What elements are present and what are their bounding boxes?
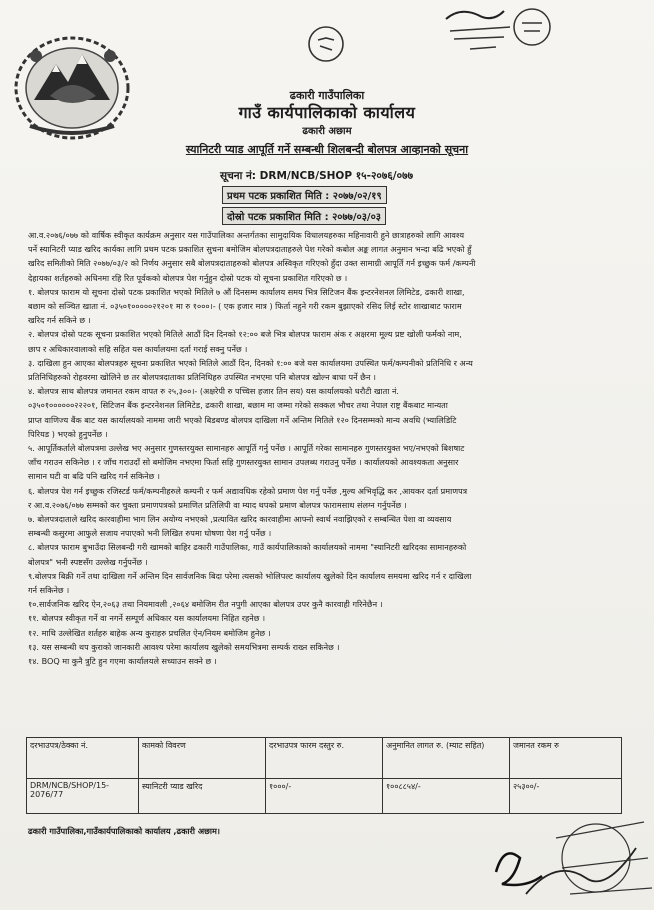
notice-subject: स्यानिटरी प्याड आपूर्ति गर्ने सम्बन्धी शिलबन्दी बोलपत्र आव्हानको सूचना [185,143,469,156]
body-line: खरिद समितीको मिति २०७७/०३/२ को निर्णय अनुसार सबै बोलपत्रदाताहरुको बोलपत्र अस्विकृत गरिएको हुँदा उक्त सामाग्री आपूर्ति गर्न इच्छुक फर्म /कम्पनी [28,258,476,269]
body-line: छाप र अधिकारवालाको सहि सहित यस कार्यालयमा दर्ता गराई सक्नु पर्नेछ । [28,343,248,354]
body-line: ८. बोलपत्र फाराम बुभाउँदा सिलबन्दी गरी खामको बाहिर ढकारी गाउँपालिका, गाउँ कार्यपालिकाको कार्यालयको नाममा "स्यानिटरी खरिदका सामानहरुको [28,542,467,553]
body-line: र आ.व.२०७६/०७७ सम्मको कर चुक्ता प्रमाणपत्रको प्रमाणित प्रतिलिपी वा म्याद थपको प्रमाण बोलपत्र फारामसाथ संलग्न गर्नुपर्नेछ । [28,499,407,510]
column-header: कामको विवरण [139,738,266,779]
table-cell: २५३००/- [510,779,622,814]
body-line: १. बोलपत्र फाराम यो सूचना दोस्रो पटक प्रकाशित भएको मितिले ७ औं दिनसम्म कार्यालय समय भित्र सिटिजन बैंक इन्टरनेशनल लिमिटेड, ढकारी शाखा, [28,286,465,297]
office-seal-icon [306,24,346,64]
tender-table [26,737,622,814]
body-line: ६. बोलपत्र पेश गर्न इच्छुक रजिस्टर्ड फर्म/कम्पनीहरुले कम्पनी र फर्म अद्यावधिक रहेको प्रमाण पेश गर्नु पर्नेछ ,मुल्य अभिवृद्धि कर ,आयकर दर्ता प्रमाणपत्र [28,485,468,496]
body-line: प्राप्त वाणिज्य बैंक बाट यस कार्यालयको नाममा जारी भएको बिडबण्ड बोलपत्र दाखिला गर्ने अन्तिम मितिले १२० दिनसम्मको मान्य अवधि (भ्यालिडिटि [28,414,457,425]
table-cell: १००८८५४/- [383,779,510,814]
body-line: १०.सार्वजनिक खरिद ऐन,२०६३ तथा नियमावली ,२०६४ बमोजिम रीत नपुगी आएका बोलपत्र उपर कुनै कारवाही गरिनेछैन । [28,599,383,610]
office-name: गाउँ कार्यपालिकाको कार्यालय [238,103,416,122]
column-header: दरभाउपत्र फारम दस्तुर रु. [266,738,383,779]
table-cell: DRM/NCB/SHOP/15-2076/77 [27,779,139,814]
body-line: बोलपत्र" भनी स्पष्टसँग उल्लेख गर्नुपर्नेछ । [28,556,148,567]
table-cell: १०००/- [266,779,383,814]
body-line: ०३५०१००००००२२२०१, सिटिजन बैंक इन्टरनेशनल लिमिटेड, ढकारी शाखा, बछाम मा जम्मा गरेको सक्कल भौचर तथा नेपाल राष्ट्र बैंकबाट मान्यता [28,400,448,411]
body-line: २. बोलपत्र दोस्रो पटक सूचना प्रकाशित भएको मितिले आठौं दिन दिनको १२:०० बजे भित्र बोलपत्र फाराम अंक र अक्षरमा मूल्य प्रष्ट खोली फर्मको नाम, [28,329,462,340]
body-line: ४. बोलपत्र साथ बोलपत्र जमानत रकम वापत रु २५,३००।- (अक्षरेपी रु पच्चिस हजार तिन सय) यस कार्यालयको धरौटी खाता नं. [28,386,400,397]
second-publication-date: दोस्रो पटक प्रकाशित मिति : २०७७/०३/०३ [222,207,386,225]
body-line: देहायका शर्तहरुको अधिनमा रहि रित पूर्वकको बोलपत्र पेश गर्नुहुन दोस्रो पटक यो सूचना प्रकाशित गरिएको छ । [28,272,348,283]
table-header-row [27,738,622,779]
body-line: जाँच गराउन सकिनेछ । र जाँच गराउदाँ सो बमोजिम नभएमा फिर्ता सहि गुणस्तरयुक्त सामान उपलब्ध गराउनु पर्नेछ । कार्यालयको आवश्यकता अनुसार [28,457,459,468]
body-line: खरिद गर्न सकिने छ । [28,315,91,326]
municipality-name: ढकारी गाउँपालिका [289,89,365,102]
body-line: सम्बन्धी कसुरमा आफुले सजाय नपाएको भनी लिखित रुपमा घोषणा पेश गर्नु पर्नेछ । [28,528,272,539]
body-line: ११. बोलपत्र स्वीकृत गर्ने वा नगर्ने सम्पूर्ण अधिकार यस कार्यालयमा निहित रहनेछ । [28,613,266,624]
table-row [27,779,622,814]
body-line: प्रतिनिधिहरुको रोहवरमा खोलिने छ तर बोलपत्रदाताका प्रतिनिधिहरु उपस्थित नभएमा पनि बोलपत्र खोल्न बाधा पर्ने छैन । [28,372,376,383]
notice-body [28,228,634,668]
notice-reference: सूचना नं: DRM/NCB/SHOP १५-२०७६/०७७ [220,170,414,182]
column-header: जमानत रकम रु [510,738,622,779]
body-line: सामान घटी वा बढि पनि खरिद गर्न सकिनेछ । [28,471,160,482]
column-header: अनुमानित लागत रु. (म्याट सहित) [383,738,510,779]
table-cell: स्यानिटरी प्याड खरिद [139,779,266,814]
body-line: गर्न सकिनेछ । [28,585,70,596]
first-publication-date: प्रथम पटक प्रकाशित मिति : २०७७/०२/१९ [222,186,387,204]
body-line: ९.बोलपत्र बिक्री गर्ने तथा दाखिला गर्ने अन्तिम दिन सार्वजनिक बिदा परेमा त्यसको भोलिपल्ट कार्यालय खुलेको दिन कार्यालय समयमा खरिद गर्न र दाखिला [28,570,472,581]
body-line: १४. BOQ मा कुनै त्रुटि हुन गएमा कार्यालयले सच्याउन सक्ने छ । [28,656,217,667]
registration-stamp-icon [440,5,560,65]
body-line: ५. आपूर्तिकर्ताले बोलपत्रमा उल्लेख भए अनुसार गुणस्तरयुक्त सामानहरु आपूर्ति गर्नु पर्नेछ । आपूर्ति गरेका सामानहरु गुणस्तरयुक्त भए/नभएको बिशषाट [28,443,465,454]
footer-office: ढकारी गाउँपालिका,गाउँकार्यपालिकाको कार्यालय ,ढकारी अछाम। [28,826,220,836]
body-line: आ.व.२०७६/०७७ को वार्षिक स्वीकृत कार्यक्रम अनुसार यस गाउँपालिका अन्तर्गतका सामुदायिक विधालयहरुका महिनावारी हुने छात्राहरुको लागि आवश्य [28,230,465,240]
signature-stamp-icon [486,818,654,910]
body-line: बछाम को सञ्चित खाता नं. ०३५०१०००००२१२०१ मा रु १०००।- ( एक हजार मात्र ) फिर्ता नहुने गरी रकम बुझाएको रसिद लिई स्टोर शाखाबाट फाराम [28,301,462,312]
body-line: पिरियड ) भएको हुनुपर्नेछ । [28,428,108,439]
body-line: ३. दाखिला हुन आएका बोलपत्रहरु सूचना प्रकाशित भएको मितिले आठौं दिन, दिनको १:०० बजे यस कार्यालयमा उपस्थित फर्म/कम्पनीको प्रतिनिधि र अन्य [28,357,473,368]
body-line: ७. बोलपत्रदाताले खरिद कारवाहीमा भाग लिन अयोग्य नभएको ,प्रत्यावित खरिद कारवाहीमा आफ्नो स्वार्थ नवाझिएको र सम्बन्धित पेशा वा व्यवसाय [28,514,452,525]
column-header: दरभाउपत्र/ठेक्का नं. [27,738,139,779]
body-line: १२. माथि उल्लेखित शर्तहरु बाहेक अन्य कुराहरु प्रचलित ऐन/नियम बमोजिम हुनेछ । [28,627,271,638]
office-address: ढकारी अछाम [302,126,352,137]
body-line: १३. यस सम्बन्धी थप कुराको जानकारी आवश्य परेमा कार्यालय खुलेको समयभित्रमा सम्पर्क राख्न सकिनेछ । [28,641,340,652]
body-line: पर्ने स्यानिटरी प्याड खरिद कार्यका लागि प्रथम पटक प्रकाशित सुचना बमोजिम बोलपत्रदाताहरुले पेश गरेको कबोल अङ्क लागत अनुमान भन्दा बढि भएको हुँ [28,244,472,255]
